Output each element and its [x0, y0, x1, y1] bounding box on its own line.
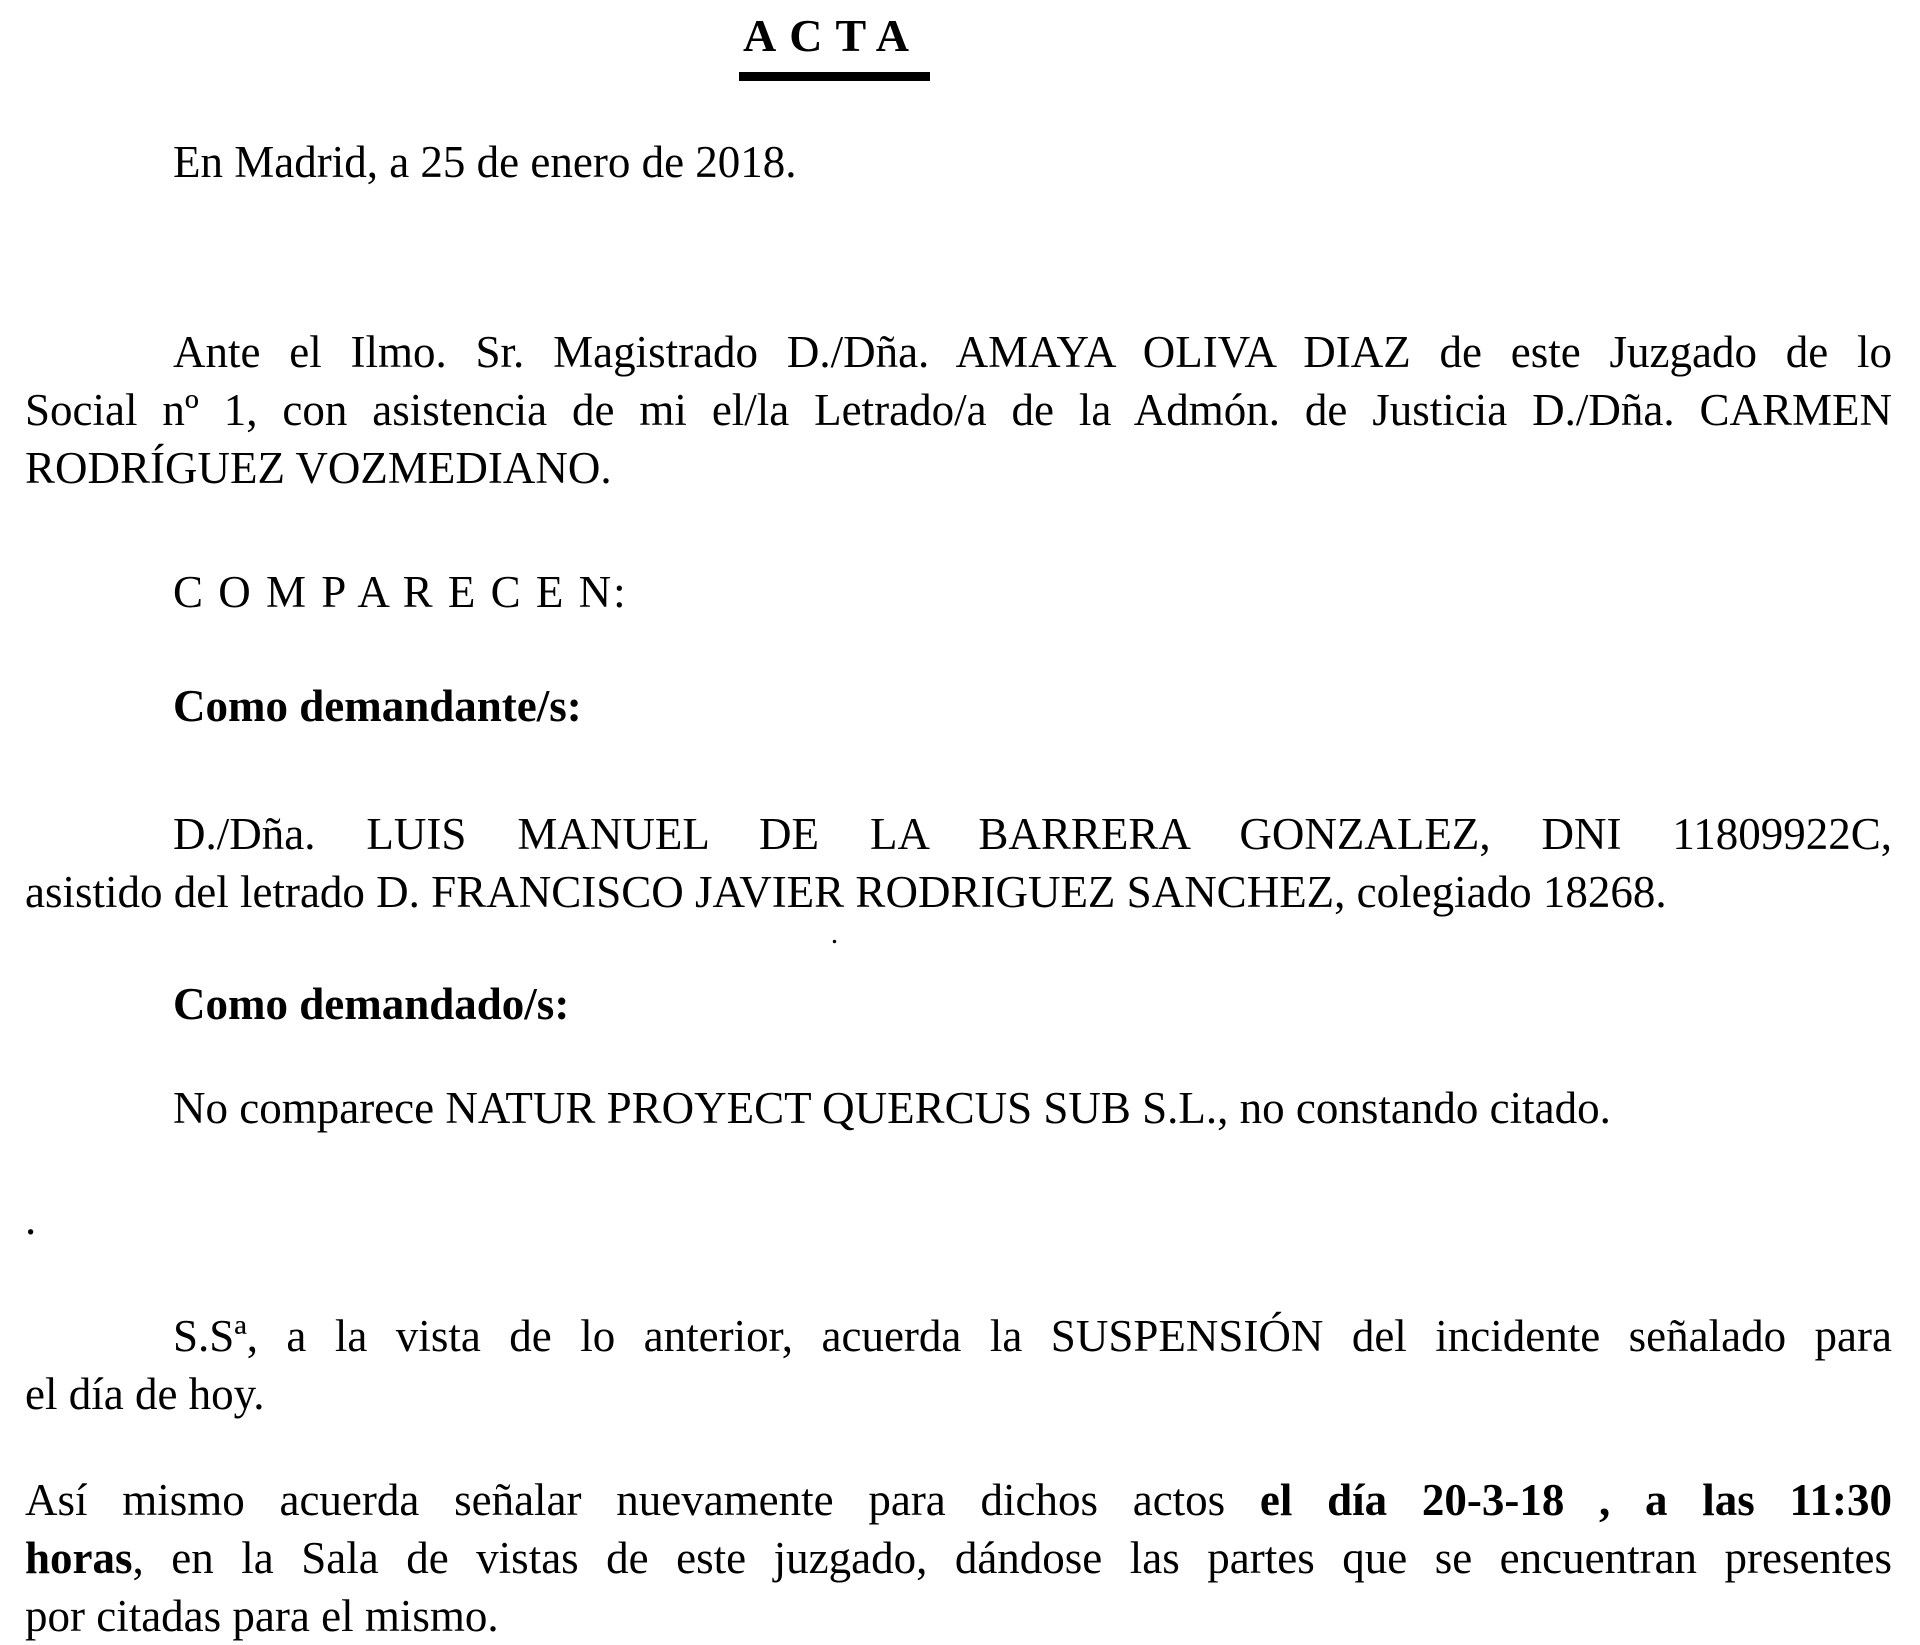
- demandante-heading: Como demandante/s:: [173, 681, 582, 731]
- document-title: [25, 6, 1644, 81]
- resenalamiento-line-2-regular: , en la Sala de vistas de este juzgado, dándose las partes que se encuentran presentes: [132, 1533, 1892, 1583]
- date-line: En Madrid, a 25 de enero de 2018.: [173, 137, 797, 187]
- resenalamiento-line-3: por citadas para el mismo.: [25, 1591, 499, 1641]
- comparecen-heading: C O M P A R E C E N:: [173, 567, 628, 617]
- resenalamiento-line-2-bold: horas: [25, 1533, 133, 1583]
- suspension-paragraph: [25, 1307, 1892, 1423]
- demandante-line-2: asistido del letrado D. FRANCISCO JAVIER RODRIGUEZ SANCHEZ, colegiado 18268.: [25, 867, 1667, 917]
- demandante-paragraph: [25, 805, 1892, 921]
- intro-line-3: RODRÍGUEZ VOZMEDIANO.: [25, 443, 612, 493]
- resenalamiento-line-1: [25, 1471, 1892, 1529]
- suspension-line-2: el día de hoy.: [25, 1369, 265, 1419]
- demandado-heading: Como demandado/s:: [173, 979, 570, 1029]
- intro-paragraph: [25, 323, 1892, 497]
- no-comparece-paragraph: [25, 1079, 1892, 1137]
- resenalamiento-line-1-regular: Así mismo acuerda señalar nuevamente para dichos actos: [25, 1475, 1260, 1525]
- resenalamiento-line-1-bold: el día 20-3-18 , a las 11:30: [1259, 1475, 1892, 1525]
- demandante-line-1: D./Dña. LUIS MANUEL DE LA BARRERA GONZALEZ, DNI 11809922C,: [173, 809, 1892, 859]
- stray-dot-center: .: [830, 917, 839, 950]
- intro-line-2: Social nº 1, con asistencia de mi el/la Letrado/a de la Admón. de Justicia D./Dña. CARMEN: [25, 385, 1892, 435]
- acta-document: [25, 6, 1892, 1645]
- no-comparece-line: No comparece NATUR PROYECT QUERCUS SUB S.L., no constando citado.: [173, 1083, 1611, 1133]
- resenalamiento-paragraph: [25, 1471, 1892, 1645]
- stray-dot-left: .: [25, 1194, 37, 1244]
- date-paragraph: [25, 133, 1892, 191]
- intro-line-1: Ante el Ilmo. Sr. Magistrado D./Dña. AMAYA OLIVA DIAZ de este Juzgado de lo: [173, 327, 1892, 377]
- suspension-line-1: S.Sª, a la vista de lo anterior, acuerda la SUSPENSIÓN del incidente señalado para: [173, 1311, 1892, 1361]
- resenalamiento-line-2: [25, 1529, 1892, 1587]
- document-title-text: ACTA: [739, 6, 930, 81]
